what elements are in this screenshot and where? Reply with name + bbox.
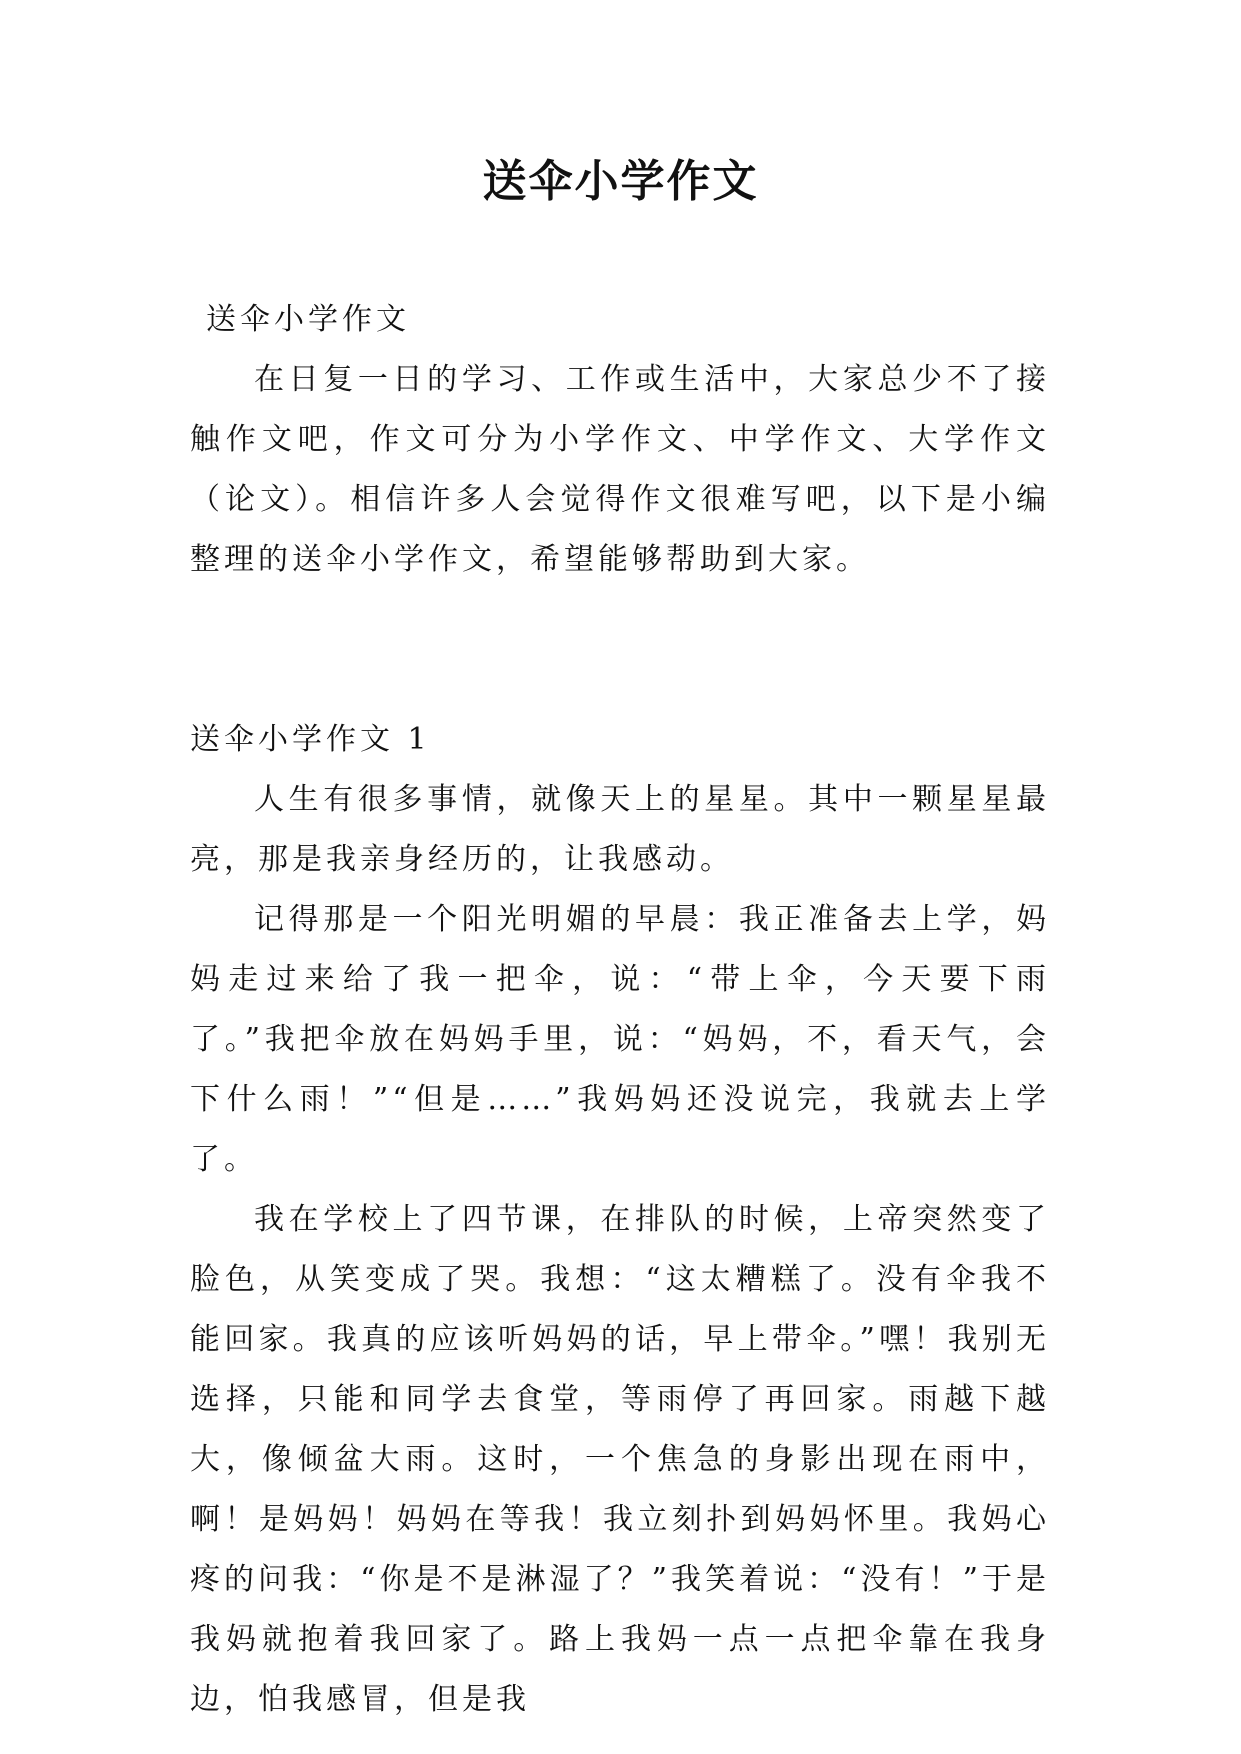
paragraph: 我在学校上了四节课，在排队的时候，上帝突然变了脸色，从笑变成了哭。我想：“这太糟糕了。没有伞我不能回家。我真的应该听妈妈的话，早上带伞。”嘿！我别无选择，只能和同学去食堂，等雨停了再回家。雨越下越大，像倾盆大雨。这时，一个焦急的身影出现在雨中，啊！是妈妈！妈妈在等我！我立刻扑到妈妈怀里。我妈心疼的问我：“你是不是淋湿了？”我笑着说：“没有！”于是我妈就抱着我回家了。路上我妈一点一点把伞靠在我身边，怕我感冒，但是我 — [190, 1202, 1050, 1717]
document-title: 送伞小学作文 — [482, 156, 759, 207]
section-spacer — [190, 590, 1050, 710]
paragraph: 记得那是一个阳光明媚的早晨：我正准备去上学，妈妈走过来给了我一把伞，说：“带上伞，今天要下雨了。”我把伞放在妈妈手里，说：“妈妈，不，看天气，会下什么雨！”“但是……”我妈妈还没说完，我就去上学了。 — [190, 902, 1050, 1177]
section-heading: 送伞小学作文 1 — [190, 722, 431, 757]
document-body — [190, 290, 1050, 1730]
paragraph: 人生有很多事情，就像天上的星星。其中一颗星星最亮，那是我亲身经历的，让我感动。 — [190, 782, 1050, 877]
intro-heading: 送伞小学作文 — [206, 302, 410, 337]
intro-paragraph: 在日复一日的学习、工作或生活中，大家总少不了接触作文吧，作文可分为小学作文、中学作文、大学作文（论文）。相信许多人会觉得作文很难写吧，以下是小编整理的送伞小学作文，希望能够帮助到大家。 — [190, 362, 1050, 577]
